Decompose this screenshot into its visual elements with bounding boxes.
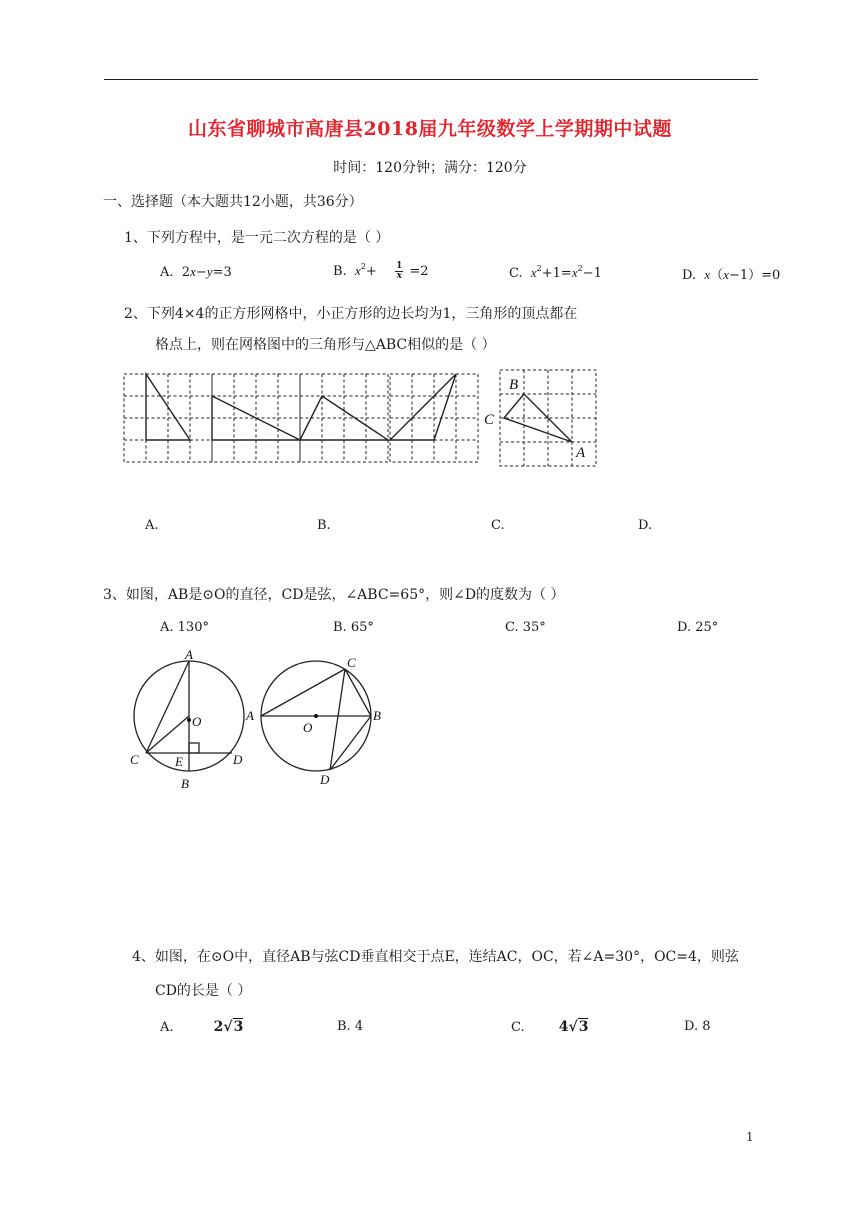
- q4-option-a-value: 2√3: [213, 1019, 244, 1035]
- q3-fig1-label-d: D: [233, 752, 243, 767]
- q4-a-radicand: 3: [233, 1019, 244, 1035]
- top-rule: [104, 79, 758, 80]
- q1-fraction-den: x: [396, 271, 402, 281]
- q4-c-radicand: 3: [578, 1019, 589, 1035]
- q3-option-d: D. 25°: [677, 620, 719, 635]
- q2-stem-line2: 格点上，则在网格图中的三角形与△ABC相似的是（ ）: [155, 337, 496, 353]
- q1-fraction: [395, 262, 403, 281]
- q3-fig1-label-c: C: [130, 752, 139, 767]
- q1-option-b: B. $x^2+$ $\frac{1}{x}$ =2: [333, 261, 429, 281]
- q2-option-c: C.: [491, 518, 505, 533]
- page-title: 山东省聊城市高唐县2018届九年级数学上学期期中试题: [188, 118, 672, 140]
- q1-option-a-label: A.: [160, 265, 174, 280]
- q4-option-c-label: C.: [511, 1020, 525, 1035]
- q3-fig2-label-o: O: [303, 720, 313, 735]
- q2-grid-figures: [118, 364, 608, 472]
- q4-option-b: B. 4: [337, 1019, 364, 1034]
- q4-option-a-label: A.: [160, 1020, 174, 1035]
- q3-fig2-label-b: B: [373, 708, 381, 723]
- q3-fig2-label-a: A: [246, 708, 254, 723]
- q2-option-d: D.: [638, 518, 653, 533]
- q3-circle-figures: [120, 640, 400, 800]
- q3-fig1-label-o: O: [192, 714, 202, 729]
- q3-fig1-label-a: A: [185, 647, 193, 662]
- q4-a-coef: 2: [213, 1019, 224, 1035]
- q3-option-b: B. 65°: [333, 620, 374, 635]
- q2-option-a: A.: [145, 518, 159, 533]
- q4-option-c: [511, 1019, 588, 1035]
- q3-fig1-label-b: B: [181, 776, 189, 791]
- q1-stem: 1、下列方程中，是一元二次方程的是（ ）: [124, 230, 390, 246]
- section-heading: 一、选择题（本大题共12小题，共36分）: [103, 194, 363, 210]
- q1-option-c-label: C.: [509, 266, 523, 281]
- q4-option-d: D. 8: [684, 1019, 711, 1034]
- q2-label-b: B: [509, 377, 519, 393]
- q3-stem: 3、如图，AB是⊙O的直径，CD是弦，∠ABC=65°，则∠D的度数为（ ）: [103, 587, 565, 603]
- q1-option-c: C. $x^2+1=x^2-1$: [509, 264, 602, 281]
- q4-stem-line1: 4、如图，在⊙O中，直径AB与弦CD垂直相交于点E，连结AC，OC，若∠A=30°，OC=4，则弦: [132, 949, 739, 965]
- page-number: 1: [746, 1130, 754, 1144]
- q4-c-coef: 4: [558, 1019, 569, 1035]
- q1-option-d-label: D.: [682, 268, 697, 283]
- q2-stem-line1: 2、下列4×4的正方形网格中，小正方形的边长均为1，三角形的顶点都在: [124, 306, 578, 322]
- q3-fig2-label-d: D: [320, 772, 330, 787]
- q3-fig1-label-e: E: [175, 754, 183, 769]
- q1-option-d: D. x（x−1）=0: [682, 267, 781, 283]
- exam-info: 时间：120分钟；满分：120分: [333, 160, 527, 176]
- q4-option-a: [160, 1019, 243, 1035]
- q1-option-b-label: B.: [333, 264, 347, 279]
- q3-option-c: C. 35°: [505, 620, 546, 635]
- q4-option-c-value: 4√3: [558, 1019, 589, 1035]
- q3-option-a: A. 130°: [160, 620, 209, 635]
- q3-fig2-label-c: C: [347, 655, 356, 670]
- q2-option-b: B.: [317, 518, 331, 533]
- q1-option-a: A. 2x−y=3: [160, 264, 232, 280]
- q4-stem-line2: CD的长是（ ）: [155, 983, 252, 999]
- q2-label-c: C: [484, 412, 495, 428]
- q2-label-a: A: [576, 445, 586, 461]
- q1-fraction-num: 1: [396, 261, 403, 271]
